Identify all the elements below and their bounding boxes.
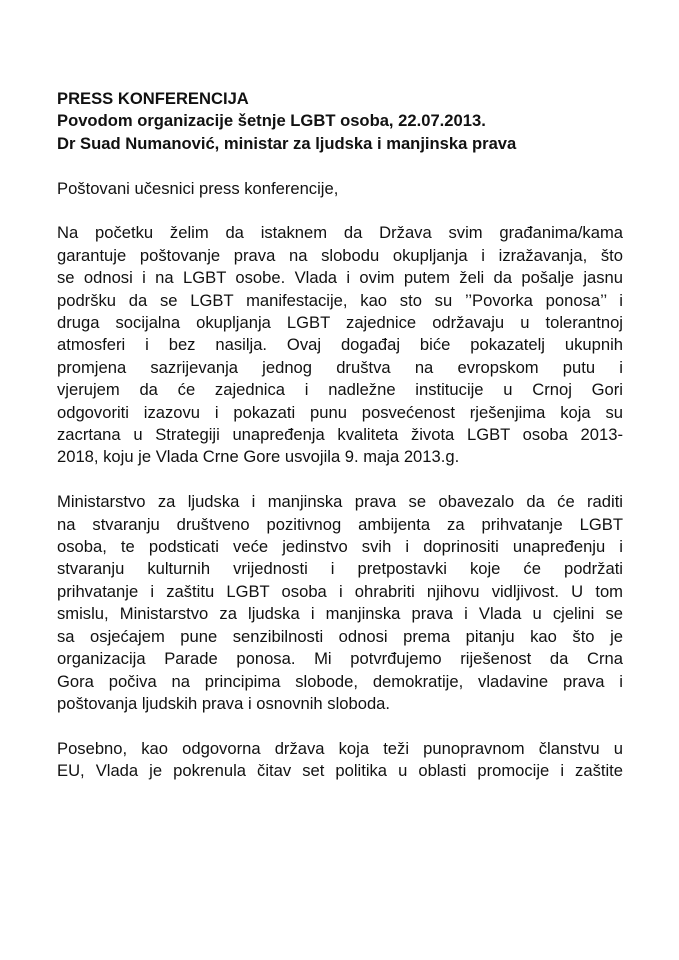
paragraph-line: organizacija Parade ponosa. Mi potvrđujemo riješenost da Crna [57,649,623,669]
paragraph-line: poštovanja ljudskih prava i osnovnih sloboda. [57,693,391,713]
paragraph-3 [57,738,623,783]
paragraph-line: vjerujem da će zajednica i nadležne institucije u Crnoj Gori [57,380,623,400]
document-body [57,88,623,783]
paragraph-line: prihvatanje i zaštitu LGBT osoba i ohrabriti njihovu vidljivost. U tom [57,581,623,601]
paragraph-line: atmosferi i bez nasilja. Ovaj događaj biće pokazatelj ukupnih [57,335,623,355]
paragraph-2 [57,491,623,715]
paragraph-line: sa osjećajem pune senzibilnosti odnosi prema pitanju kao što je [57,626,623,646]
paragraph-line: garantuje poštovanje prava na slobodu okupljanja i izražavanja, što [57,245,623,265]
paragraph-line: EU, Vlada je pokrenula čitav set politika u oblasti promocije i zaštite [57,761,623,781]
heading-subtitle: Povodom organizacije šetnje LGBT osoba, 22.07.2013. [57,111,486,131]
heading-author: Dr Suad Numanović, ministar za ljudska i manjinska prava [57,133,517,153]
paragraph-line: Na početku želim da istaknem da Država svim građanima/kama [57,223,623,243]
paragraph-line: na stvaranju društveno pozitivnog ambijenta za prihvatanje LGBT [57,514,623,534]
paragraph-line: Ministarstvo za ljudska i manjinska prava se obavezalo da će raditi [57,492,623,512]
paragraph-line: smislu, Ministarstvo za ljudska i manjinska prava i Vlada u cjelini se [57,604,623,624]
paragraph-line: zacrtana u Strategiji unapređenja kvaliteta života LGBT osoba 2013- [57,425,623,445]
document-heading [57,88,623,155]
paragraph-line: Gora počiva na principima slobode, demokratije, vladavine prava i [57,671,623,691]
paragraph-line: Posebno, kao odgovorna država koja teži punopravnom članstvu u [57,738,623,758]
paragraph-line: 2018, koju je Vlada Crne Gore usvojila 9. maja 2013.g. [57,447,460,467]
salutation: Poštovani učesnici press konferencije, [57,178,339,198]
paragraph-line: osoba, te podsticati veće jedinstvo svih i doprinositi unapređenju i [57,537,623,557]
paragraph-line: druga socijalna okupljanja LGBT zajednice održavaju u tolerantnoj [57,313,623,333]
paragraph-line: se odnosi i na LGBT osobe. Vlada i ovim putem želi da pošalje jasnu [57,268,623,288]
paragraph-line: promjena sazrijevanja jednog društva na evropskom putu i [57,357,623,377]
paragraph-line: odgovoriti izazovu i pokazati punu posvećenost rješenjima koja su [57,402,623,422]
paragraph-1 [57,222,623,468]
heading-title: PRESS KONFERENCIJA [57,89,249,108]
paragraph-line: stvaranju kulturnih vrijednosti i pretpostavki koje će podržati [57,559,623,579]
paragraph-line: podršku da se LGBT manifestacije, kao sto su ’’Povorka ponosa’’ i [57,290,623,310]
